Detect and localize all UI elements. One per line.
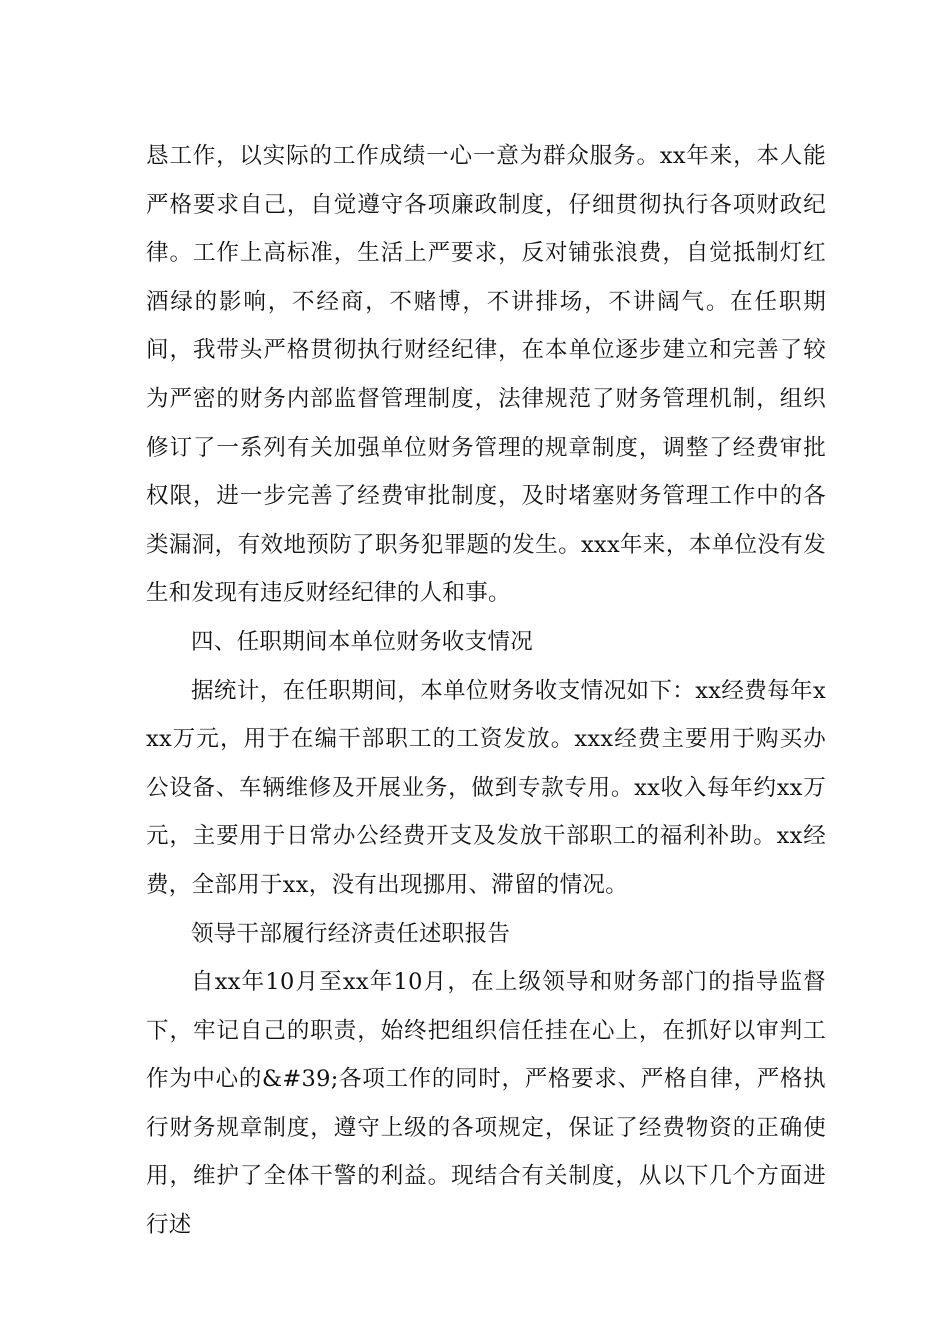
report-title: 领导干部履行经济责任述职报告: [191, 920, 511, 947]
section-heading-finance: 四、任职期间本单位财务收支情况: [191, 628, 534, 655]
paragraph-continuation: 恳工作，以实际的工作成绩一心一意为群众服务。xx年来，本人能严格要求自己，自觉遵守各项廉政制度，仔细贯彻执行各项财政纪律。工作上高标准，生活上严要求，反对铺张浪费，自觉抵制灯红酒绿的影响，不经商，不赌博，不讲排场，不讲阔气。在任职期间，我带头严格贯彻执行财经纪律，在本单位逐步建立和完善了较为严密的财务内部监督管理制度，法律规范了财务管理机制，组织修订了一系列有关加强单位财务管理的规章制度，调整了经费审批权限，进一步完善了经费审批制度，及时堵塞财务管理工作中的各类漏洞，有效地预防了职务犯罪题的发生。xxx年来，本单位没有发生和发现有违反财经纪律的人和事。: [146, 143, 826, 607]
document-body: [146, 132, 826, 1250]
paragraph-report-intro: 自xx年10月至xx年10月，在上级领导和财务部门的指导监督下，牢记自己的职责，始终把组织信任挂在心上，在抓好以审判工作为中心的&#39;各项工作的同时，严格要求、严格自律，严格执行财务规章制度，遵守上级的各项规定，保证了经费物资的正确使用，维护了全体干警的利益。现结合有关制度，从以下几个方面进行述: [146, 969, 826, 1239]
paragraph-finance-statistics: 据统计，在任职期间，本单位财务收支情况如下：xx经费每年xxx万元，用于在编干部职工的工资发放。xxx经费主要用于购买办公设备、车辆维修及开展业务，做到专款专用。xx收入每年约xx万元，主要用于日常办公经费开支及发放干部职工的福利补助。xx经费，全部用于xx，没有出现挪用、滞留的情况。: [146, 677, 826, 898]
